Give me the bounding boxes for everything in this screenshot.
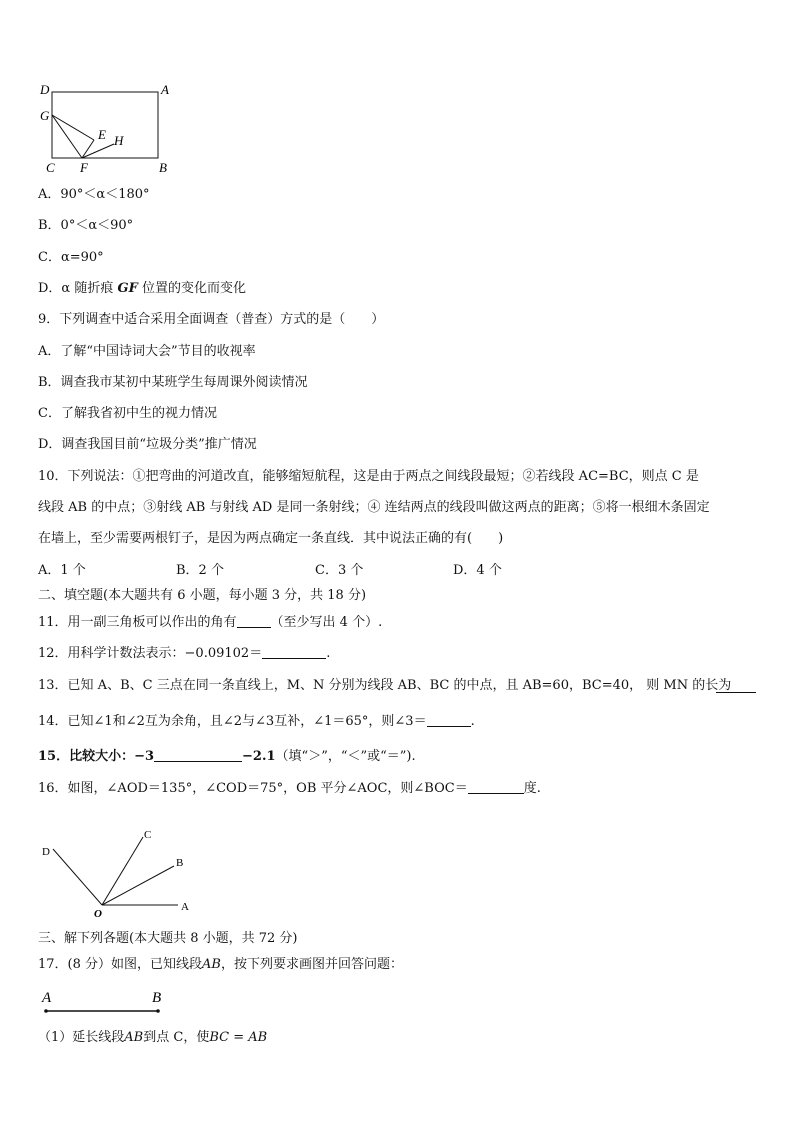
label-a: A xyxy=(161,82,169,97)
segment-label-a: A xyxy=(42,990,52,1006)
ray-od xyxy=(53,849,102,905)
q17-sub-1: （1）延长线段AB到点 C，使BC = AB xyxy=(38,1030,268,1045)
ray-oc xyxy=(102,837,143,905)
fold-rectangle-figure xyxy=(36,80,181,178)
point-b xyxy=(156,1009,160,1013)
q17-stem: 17．(8 分）如图，已知线段AB，按下列要求画图并回答问题： xyxy=(38,957,403,972)
q15-answer-blank[interactable] xyxy=(154,749,242,762)
angle-label-d: D xyxy=(42,846,50,858)
q14: 14．已知∠1和∠2互为余角，且∠2与∠3互补，∠1＝65°，则∠3＝ . xyxy=(38,714,475,729)
q10-line-3: 在墙上，至少需要两根钉子，是因为两点确定一条直线．其中说法正确的有( ) xyxy=(38,531,504,546)
q9-stem: 9．下列调查中适合采用全面调查（普查）方式的是（ ） xyxy=(38,312,385,327)
label-f: F xyxy=(80,160,88,175)
q10-option-a: A．1 个 xyxy=(38,563,86,578)
q9-option-a: A．了解“中国诗词大会”节目的收视率 xyxy=(38,344,256,359)
q11-answer-blank[interactable] xyxy=(237,615,271,628)
q9-option-c: C．了解我省初中生的视力情况 xyxy=(38,406,217,421)
angle-label-a: A xyxy=(181,901,189,913)
label-b: B xyxy=(159,160,167,175)
label-c: C xyxy=(46,160,55,175)
q8-option-b: B．0°＜α＜90° xyxy=(38,218,134,233)
q8-option-a: A．90°＜α＜180° xyxy=(38,187,150,202)
angle-figure xyxy=(36,826,196,920)
label-h: H xyxy=(114,133,124,148)
q10-option-c: C．3 个 xyxy=(315,563,364,578)
q8-option-d: D．α 随折痕 GF 位置的变化而变化 xyxy=(38,281,246,296)
q10-line-2: 线段 AB 的中点；③射线 AB 与射线 AD 是同一条射线；④ 连结两点的线段叫做这两点的距离；⑤将一根细木条固定 xyxy=(38,500,710,515)
ray-ob xyxy=(102,866,174,905)
q8-option-c: C．α=90° xyxy=(38,250,104,265)
q11: 11．用一副三角板可以作出的角有 （至少写出 4 个）. xyxy=(38,615,383,630)
q15: 15．比较大小：−3 −2.1（填“＞”，“＜”或“＝”). xyxy=(38,749,416,764)
q13-answer-blank[interactable] xyxy=(716,680,756,693)
q12-answer-blank[interactable] xyxy=(262,646,326,659)
q9-option-b: B．调查我市某初中某班学生每周课外阅读情况 xyxy=(38,375,308,390)
angle-label-o: O xyxy=(94,908,102,920)
label-e: E xyxy=(98,127,106,142)
fold-line-gf xyxy=(52,115,82,158)
q13: 13．已知 A、B、C 三点在同一条直线上，M、N 分别为线段 AB、BC 的中点，且 AB=60，BC=40， 则 MN 的长为 xyxy=(38,678,732,693)
label-d: D xyxy=(40,82,50,97)
q10-option-d: D．4 个 xyxy=(453,563,502,578)
q16: 16．如图，∠AOD＝135°，∠COD＝75°，OB 平分∠AOC，则∠BOC＝ 度. xyxy=(38,781,541,796)
label-g: G xyxy=(40,108,50,123)
q9-option-d: D．调查我国目前“垃圾分类”推广情况 xyxy=(38,437,257,452)
q14-answer-blank[interactable] xyxy=(427,714,471,727)
q10-option-b: B．2 个 xyxy=(176,563,224,578)
segment-ab-figure xyxy=(36,984,176,1018)
angle-label-b: B xyxy=(176,857,184,869)
segment-label-b: B xyxy=(152,990,162,1006)
section-3-heading: 三、解下列各题(本大题共 8 小题，共 72 分) xyxy=(38,931,298,946)
angle-label-c: C xyxy=(144,829,152,841)
section-2-heading: 二、填空题(本大题共有 6 小题，每小题 3 分，共 18 分) xyxy=(38,588,367,603)
q16-answer-blank[interactable] xyxy=(468,781,524,794)
q10-line-1: 10．下列说法：①把弯曲的河道改直，能够缩短航程，这是由于两点之间线段最短；②若线段 AC=BC，则点 C 是 xyxy=(38,469,699,484)
point-a xyxy=(44,1009,48,1013)
line-ge xyxy=(52,115,94,140)
q12: 12．用科学计数法表示：−0.09102＝ . xyxy=(38,646,331,661)
